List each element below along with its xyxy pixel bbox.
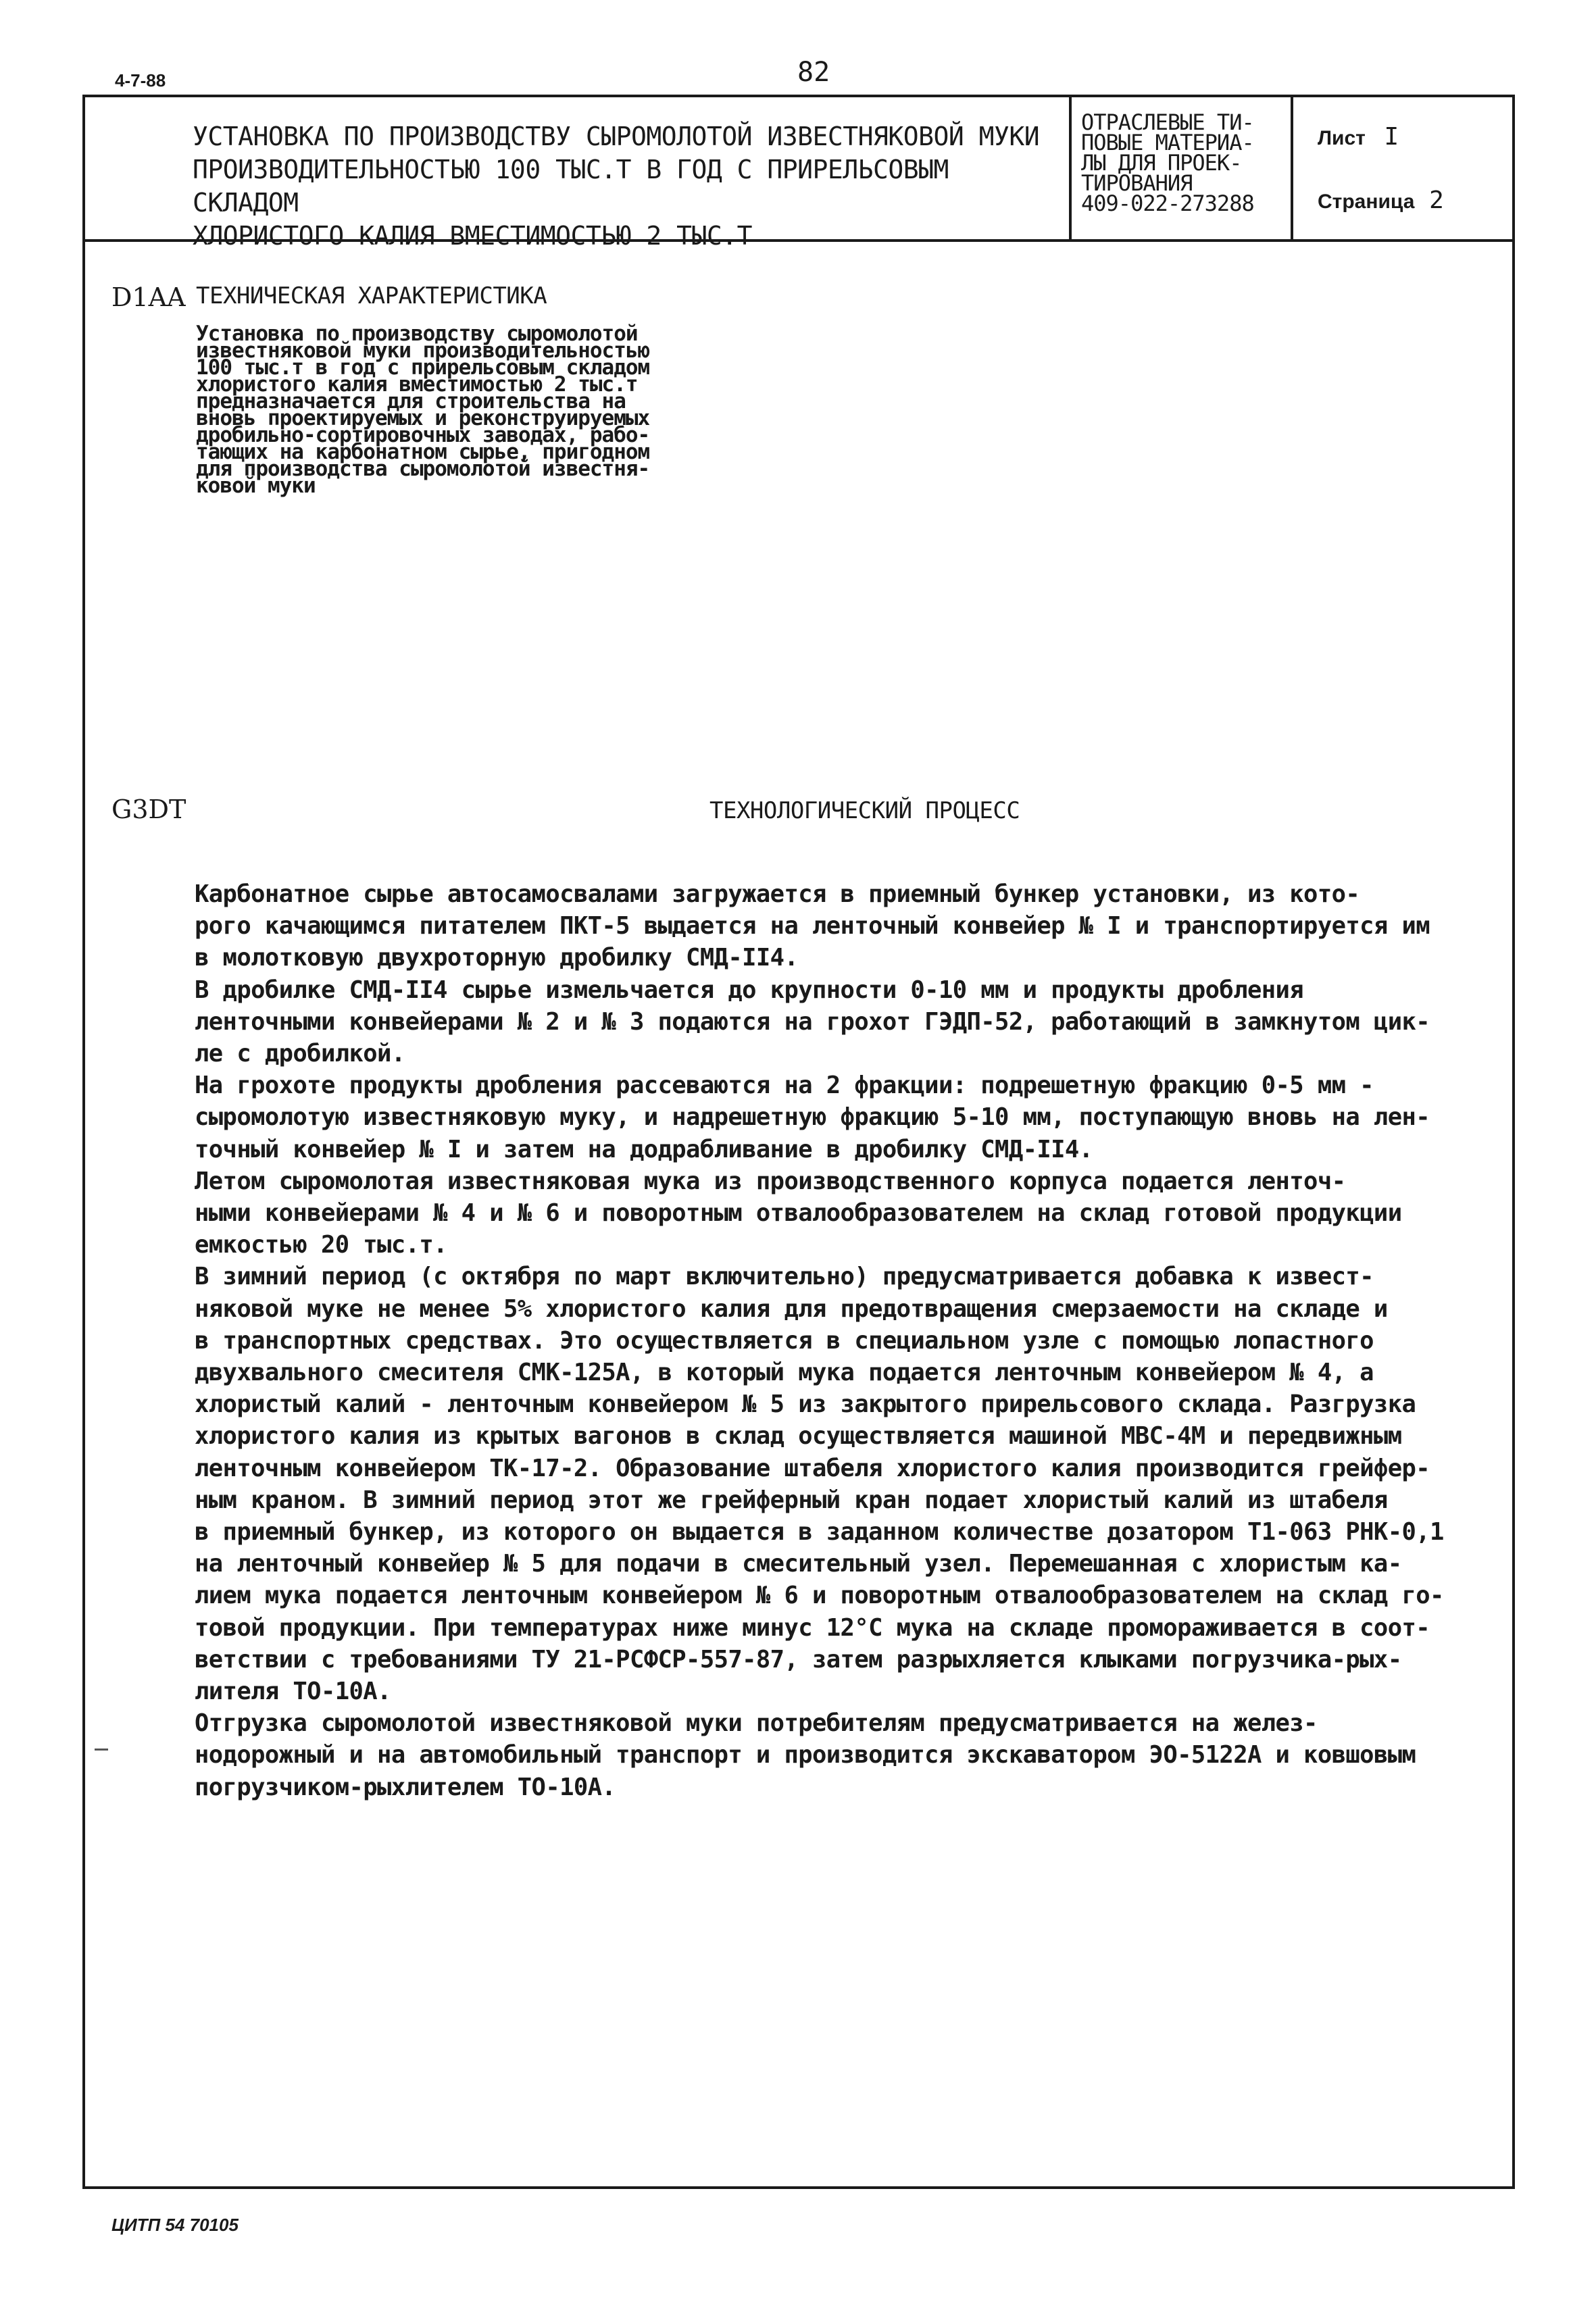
publisher-stamp: ЦИТП 54 70105: [111, 2215, 239, 2235]
page-label: Страница: [1318, 191, 1415, 213]
title-divider-2: [1291, 95, 1293, 242]
margin-mark: [95, 1749, 108, 1751]
page-number: 82: [797, 57, 830, 88]
section-code: D1AA: [111, 282, 186, 312]
sheet-label: Лист: [1318, 127, 1366, 149]
sheet-field: [1318, 123, 1399, 151]
section-body: Карбонатное сырье автосамосвалами загружается в приемный бункер установки, из кото- рого качающимся питателем ПКТ-5 выдается на ленточный конвейер № I и транспортируется им в молотковую двухроторную дробилку СМД-II4. В дробилке СМД-II4 сырье измельчается до крупности 0-10 мм и продукты дробления ленточными конвейерами № 2 и № 3 подаются на грохот ГЭДП-52, работающий в замкнутом цик- ле с дробилкой. На грохоте продукты дробления рассеваются на 2 фракции: подрешетную фракцию 0-5 мм - сыромолотую известняковую муку, и надрешетную фракцию 5-10 мм, поступающую вновь на лен- точный конвейер № I и затем на додрабливание в дробилку СМД-II4. Летом сыромолотая известняковая мука из производственного корпуса подается ленточ- ными конвейерами № 4 и № 6 и поворотным отвалообразователем на склад готовой продукции емкостью 20 тыс.т. В зимний период (с октября по март включительно) предусматривается добавка к извест- няковой муке не менее 5% хлористого калия для предотвращения смерзаемости на складе и в транспортных средствах. Это осуществляется в специальном узле с помощью лопастного двухвального смесителя СМК-125А, в который мука подается ленточным конвейером № 4, а хлористый калий - ленточным конвейером № 5 из закрытого прирельсового склада. Разгрузка хлористого калия из крытых вагонов в склад осуществляется машиной МВС-4М и передвижным ленточным конвейером ТК-17-2. Образование штабеля хлористого калия производится грейфер- ным краном. В зимний период этот же грейферный кран подает хлористый калий из штабеля в приемный бункер, из которого он выдается в заданном количестве дозатором Т1-063 РНК-0,1 на ленточный конвейер № 5 для подачи в смесительный узел. Перемешанная с хлористым ка- лием мука подается ленточным конвейером № 6 и поворотным отвалообразователем на склад го- товой продукции. При температурах ниже минус 12°С мука на складе промораживается в соот- ветствии с требованиями ТУ 21-РСФСР-557-87, затем разрыхляется клыками погрузчика-рых- лителя ТО-10А. Отгрузка сыромолотой известняковой муки потребителям предусматривается на желез- нодорожный и на автомобильный транспорт и производится экскаватором ЭО-5122А и ковшовым погрузчиком-рыхлителем ТО-10А.: [195, 880, 1444, 1801]
title-divider-1: [1069, 95, 1072, 242]
page-value: 2: [1429, 186, 1444, 214]
section-code: G3DT: [111, 795, 186, 824]
section-heading: ТЕХНОЛОГИЧЕСКИЙ ПРОЦЕСС: [709, 797, 1020, 824]
document-code: 4-7-88: [115, 70, 166, 91]
sheet-value: I: [1384, 123, 1399, 151]
section-heading: ТЕХНИЧЕСКАЯ ХАРАКТЕРИСТИКА: [196, 282, 547, 309]
page-field: [1318, 186, 1444, 214]
section-text: Установка по производству сыромолотой известняковой муки производительностью 100 тыс.т в год с прирельсовым складом хлористого калия вместимостью 2 тыс.т предназначается для строительства на вновь проектируемых и реконструируемых дробильно-сортировочных заводах, рабо- тающих на карбонатном сырье, пригодном для производства сыромолотой известня- ковой муки: [196, 322, 650, 498]
series-designation: ОТРАСЛЕВЫЕ ТИ- ПОВЫЕ МАТЕРИА- ЛЫ ДЛЯ ПРОЕК- ТИРОВАНИЯ 409-022-273288: [1081, 109, 1254, 216]
document-title: УСТАНОВКА ПО ПРОИЗВОДСТВУ СЫРОМОЛОТОЙ ИЗВЕСТНЯКОВОЙ МУКИ ПРОИЗВОДИТЕЛЬНОСТЬЮ 100 ТЫС.Т В ГОД С ПРИРЕЛЬСОВЫМ СКЛАДОМ ХЛОРИСТОГО КАЛИЯ ВМЕСТИМОСТЬЮ 2 ТЫС.Т: [193, 122, 1040, 251]
